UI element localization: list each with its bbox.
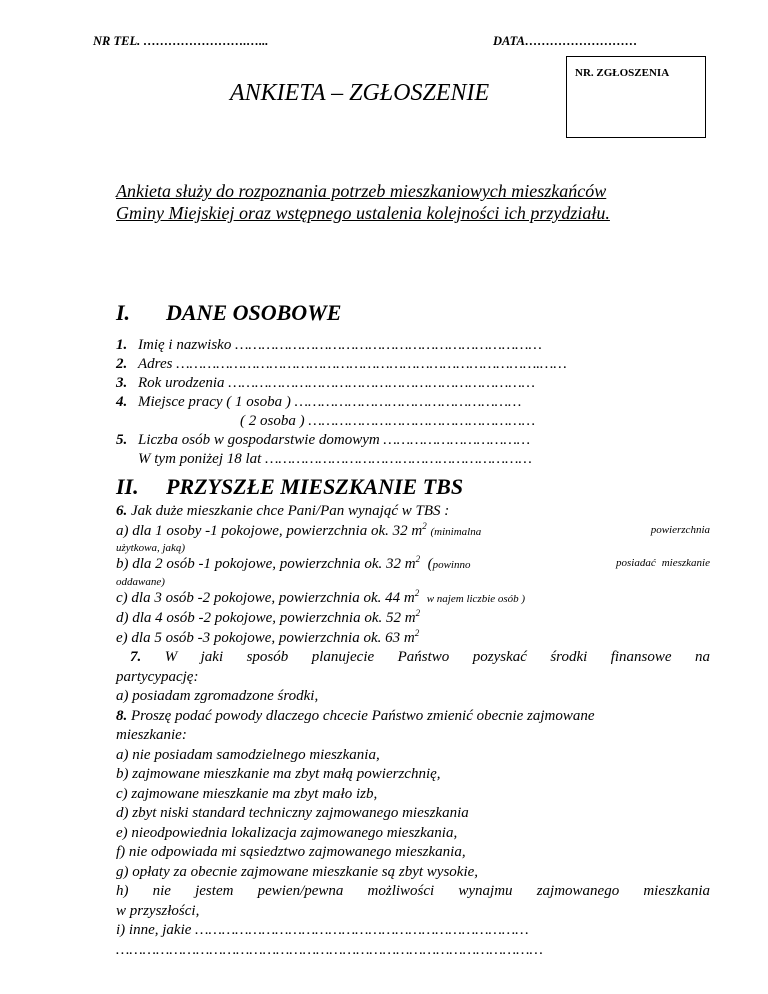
item-text: W tym poniżej 18 lat …………………………………………………… xyxy=(138,451,532,467)
option-text: a) dla 1 osoby -1 pokojowe, powierzchnia ok. 32 m xyxy=(116,522,423,539)
section-1-title: DANE OSOBOWE xyxy=(166,300,342,325)
option-c[interactable] xyxy=(116,589,710,610)
question-text: Jak duże mieszkanie chce Pani/Pan wynająć w TBS : xyxy=(131,503,450,519)
date-field[interactable]: DATA……………………… xyxy=(493,34,638,48)
question-word: finansowe xyxy=(610,649,672,665)
option-text: b) dla 2 osób -1 pokojowe, powierzchnia ok. 32 m xyxy=(116,556,416,572)
question-8-option[interactable]: b) zajmowane mieszkanie ma zbyt małą powierzchnię, xyxy=(116,766,441,782)
superscript: 2 xyxy=(414,587,420,598)
option-note: powierzchnia xyxy=(650,523,710,536)
question-word: pozyskać xyxy=(472,649,527,665)
question-7 xyxy=(116,648,710,668)
option-word: zajmowanego xyxy=(536,883,620,899)
item-text: Rok urodzenia …………………………………………………………… xyxy=(138,375,536,391)
superscript: 2 xyxy=(414,627,420,638)
question-8 xyxy=(116,707,710,727)
question-8-option[interactable]: d) zbyt niski standard techniczny zajmowanego mieszkania xyxy=(116,805,469,821)
question-word: środki xyxy=(550,649,588,665)
section-2-title: PRZYSZŁE MIESZKANIE TBS xyxy=(166,474,464,499)
item-number: 1. xyxy=(116,337,128,353)
question-word: W xyxy=(164,649,178,665)
option-word: wynajmu xyxy=(458,883,513,899)
list-item[interactable] xyxy=(116,336,567,355)
option-note: (minimalna xyxy=(430,525,482,538)
option-a[interactable] xyxy=(116,522,710,543)
question-word: Państwo xyxy=(397,649,450,665)
item-number: 3. xyxy=(116,375,128,391)
personal-data-list xyxy=(116,336,567,469)
section-2-heading xyxy=(116,474,463,500)
question-6 xyxy=(116,502,710,522)
question-8-option-i-continued[interactable]: …………………………………………………………………………………… xyxy=(116,941,543,958)
item-number: 5. xyxy=(116,432,128,448)
question-8-option[interactable]: c) zajmowane mieszkanie ma zbyt mało izb, xyxy=(116,785,378,802)
question-8-continued: mieszkanie: xyxy=(116,727,187,743)
option-d[interactable] xyxy=(116,609,710,629)
item-text: Adres ……………………………………………………………………….…… xyxy=(138,356,567,372)
question-word: na xyxy=(695,649,710,665)
question-8-option[interactable]: a) nie posiadam samodzielnego mieszkania, xyxy=(116,746,380,763)
list-item[interactable] xyxy=(116,355,567,374)
option-text: e) dla 5 osób -3 pokojowe, powierzchnia ok. 63 m xyxy=(116,629,415,646)
question-8-option-h[interactable] xyxy=(116,882,710,902)
item-text: Miejsce pracy ( 1 osoba ) …………………………………………… xyxy=(138,394,522,410)
question-text: Proszę podać powody dlaczego chcecie Państwo zmienić obecnie zajmowane xyxy=(131,707,595,724)
option-note: w najem liczbie osób ) xyxy=(426,592,526,605)
section-2-number: II. xyxy=(116,474,139,499)
section-2-body xyxy=(116,502,710,960)
section-1-heading xyxy=(116,300,341,326)
item-text: ( 2 osoba ) …………………………………………… xyxy=(240,413,536,429)
list-item[interactable] xyxy=(116,431,567,450)
item-text: Imię i nazwisko …………………………………………………………… xyxy=(138,337,542,353)
question-7-option-a[interactable]: a) posiadam zgromadzone środki, xyxy=(116,688,319,704)
option-word: jestem xyxy=(195,883,234,899)
option-e[interactable] xyxy=(116,629,710,649)
superscript: 2 xyxy=(415,554,421,564)
option-b[interactable] xyxy=(116,555,710,576)
list-item[interactable] xyxy=(116,412,567,431)
list-item[interactable] xyxy=(116,450,567,469)
page-title: ANKIETA – ZGŁOSZENIE xyxy=(230,80,490,106)
item-number: 4. xyxy=(116,394,128,410)
section-1-number: I. xyxy=(116,300,131,325)
item-text: Liczba osób w gospodarstwie domowym …………………………… xyxy=(138,432,531,448)
question-number: 7. xyxy=(130,649,142,665)
question-word: planujecie xyxy=(311,649,375,665)
option-word: pewien/pewna xyxy=(257,883,344,899)
superscript: 2 xyxy=(422,520,427,531)
option-word: mieszkania xyxy=(643,883,710,899)
question-8-option[interactable]: f) nie odpowiada mi sąsiedztwo zajmowanego mieszkania, xyxy=(116,844,466,860)
intro-line-1: Ankieta służy do rozpoznania potrzeb mieszkaniowych mieszkańców xyxy=(116,181,607,201)
question-8-option-i[interactable]: i) inne, jakie ………………………………………………………………… xyxy=(116,922,529,938)
superscript: 2 xyxy=(415,608,421,618)
option-note: mieszkanie xyxy=(661,557,710,569)
question-word: jaki xyxy=(200,649,224,665)
option-word: h) xyxy=(116,883,129,899)
intro-text xyxy=(116,180,610,224)
submission-number-box[interactable] xyxy=(566,56,706,138)
item-number: 2. xyxy=(116,356,128,372)
question-8-option[interactable]: e) nieodpowiednia lokalizacja zajmowanego mieszkania, xyxy=(116,824,458,841)
option-word: nie xyxy=(152,883,171,899)
phone-field[interactable]: NR TEL. …………………….…... xyxy=(93,34,269,48)
option-note: ( xyxy=(427,556,433,572)
question-word: sposób xyxy=(246,649,289,665)
list-item[interactable] xyxy=(116,393,567,412)
option-a-note: użytkowa, jaką) xyxy=(116,542,186,554)
option-text: c) dla 3 osób -2 pokojowe, powierzchnia ok. 44 m xyxy=(116,589,415,606)
question-number: 8. xyxy=(116,707,128,724)
option-word: możliwości xyxy=(367,883,435,899)
question-8-option-h-continued: w przyszłości, xyxy=(116,902,200,919)
option-b-note: oddawane) xyxy=(116,575,165,588)
option-text: d) dla 4 osób -2 pokojowe, powierzchnia ok. 52 m xyxy=(116,610,416,626)
option-note: powinno xyxy=(432,559,471,571)
option-note: posiadać xyxy=(616,557,656,569)
list-item[interactable] xyxy=(116,374,567,393)
submission-number-label: NR. ZGŁOSZENIA xyxy=(575,67,670,79)
question-number: 6. xyxy=(116,503,128,519)
intro-line-2: Gminy Miejskiej oraz wstępnego ustalenia kolejności ich przydziału. xyxy=(116,203,610,223)
question-7-continued: partycypację: xyxy=(116,668,199,685)
question-8-option[interactable]: g) opłaty za obecnie zajmowane mieszkanie są zbyt wysokie, xyxy=(116,863,479,880)
